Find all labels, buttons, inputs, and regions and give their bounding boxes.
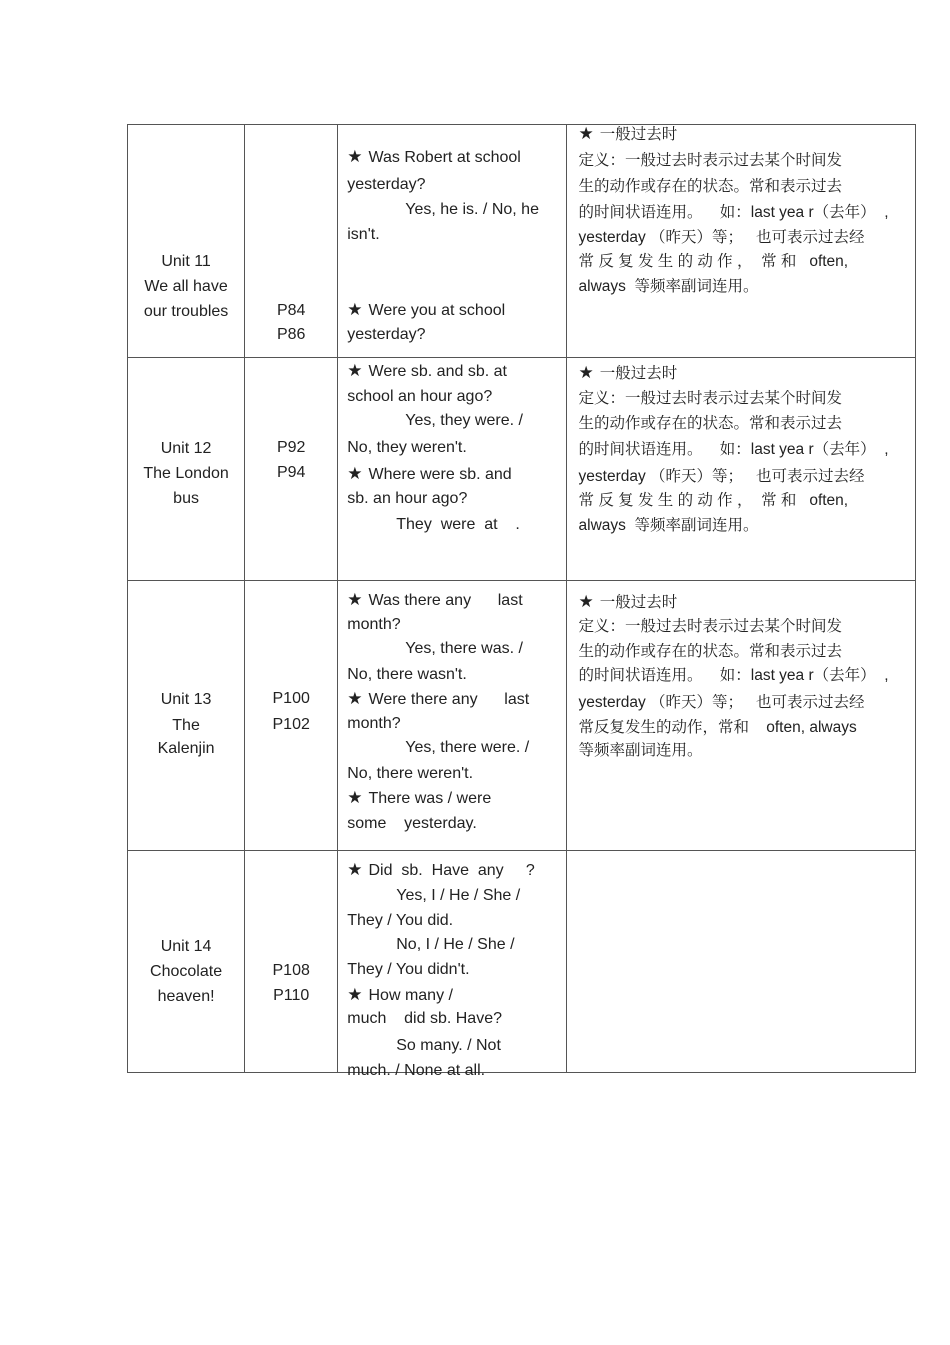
star-icon: ★ <box>578 124 594 143</box>
sentence-line: ★ Was there any last <box>347 590 523 609</box>
sentence-line: No, they weren't. <box>347 439 467 456</box>
unit-cell <box>128 358 245 581</box>
star-icon: ★ <box>347 689 363 708</box>
star-icon: ★ <box>347 300 363 319</box>
sentence-cell <box>338 125 566 358</box>
grammar-line: 生的动作或存在的状态。常和表示过去 <box>578 643 843 660</box>
grammar-title: ★ 一般过去时 <box>578 592 678 611</box>
star-icon: ★ <box>347 590 363 609</box>
unit-title-line: The London <box>143 465 229 482</box>
unit-cell <box>128 851 245 1073</box>
star-icon: ★ <box>347 985 363 1004</box>
grammar-line: yesterday （昨天）等； 也可表示过去经 <box>578 694 865 711</box>
unit-title-line: heaven! <box>157 988 215 1005</box>
grammar-line: 的时间状语连用。 如：last yea r（去年） , <box>578 441 889 458</box>
unit-number: Unit 14 <box>160 938 212 955</box>
unit-number: Unit 12 <box>160 440 212 457</box>
table-row <box>128 358 916 581</box>
sentence-line: ★ Was Robert at school <box>347 147 521 166</box>
star-icon: ★ <box>347 147 363 166</box>
sentence-line: ★ Were there any last <box>347 689 530 708</box>
grammar-line: always 等频率副词连用。 <box>578 278 759 295</box>
grammar-line: yesterday （昨天）等； 也可表示过去经 <box>578 468 865 485</box>
star-icon: ★ <box>347 860 363 879</box>
sentence-line: yesterday? <box>347 326 426 343</box>
unit-title-line: Kalenjin <box>157 740 215 757</box>
unit-number: Unit 13 <box>160 691 212 708</box>
star-icon: ★ <box>578 592 594 611</box>
grammar-line: 定义：一般过去时表示过去某个时间发 <box>578 390 843 407</box>
unit-number: Unit 11 <box>161 253 211 270</box>
grammar-line: 生的动作或存在的状态。常和表示过去 <box>578 415 843 432</box>
unit-title-line: We all have <box>144 278 228 295</box>
grammar-line: 定义：一般过去时表示过去某个时间发 <box>578 152 843 169</box>
sentence-line: ★ Where were sb. and <box>347 464 512 483</box>
page-cell <box>245 125 338 358</box>
sentence-line: Yes, I / He / She / <box>396 887 521 904</box>
unit-cell <box>128 125 245 358</box>
page-cell <box>245 358 338 581</box>
grammar-line: yesterday （昨天）等； 也可表示过去经 <box>578 229 865 246</box>
sentence-line: school an hour ago? <box>347 388 493 405</box>
star-icon: ★ <box>347 464 363 483</box>
sentence-line: Yes, he is. / No, he <box>405 201 539 218</box>
grammar-line: 常 反 复 发 生 的 动 作 ， 常 和 often, <box>578 253 849 270</box>
grammar-cell <box>566 851 915 1073</box>
page-ref: P92 <box>276 439 306 456</box>
sentence-line: ★ Did sb. Have any ? <box>347 860 535 879</box>
grammar-title: ★ 一般过去时 <box>578 363 678 382</box>
grammar-line: 常反复发生的动作，常和 often, always <box>578 719 857 736</box>
sentence-line: They were at . <box>396 516 520 533</box>
sentence-cell <box>338 581 566 851</box>
grammar-cell <box>566 358 915 581</box>
sentence-line: Yes, there was. / <box>405 640 523 657</box>
grammar-line: 等频率副词连用。 <box>578 742 703 759</box>
page-cell <box>245 581 338 851</box>
sentence-line: Yes, there were. / <box>405 739 530 756</box>
page-cell <box>245 851 338 1073</box>
sentence-line: much did sb. Have? <box>347 1010 502 1027</box>
grammar-title: ★ 一般过去时 <box>578 124 678 143</box>
sentence-line: No, there wasn't. <box>347 666 467 683</box>
sentence-line: No, I / He / She / <box>396 936 515 953</box>
table-row <box>128 851 916 1073</box>
sentence-line: They / You didn't. <box>347 961 470 978</box>
sentence-line: yesterday? <box>347 176 426 193</box>
table-row <box>128 125 916 358</box>
sentence-cell <box>338 851 566 1079</box>
page-ref: P86 <box>276 326 306 343</box>
units-table <box>127 124 916 1079</box>
unit-title-line: bus <box>173 490 199 507</box>
sentence-line: No, there weren't. <box>347 765 474 782</box>
sentence-line: month? <box>347 616 401 633</box>
grammar-line: 的时间状语连用。 如：last yea r（去年） , <box>578 667 889 684</box>
page-ref: P110 <box>273 987 310 1004</box>
sentence-line: isn't. <box>347 226 380 243</box>
grammar-line: 常 反 复 发 生 的 动 作 ， 常 和 often, <box>578 492 849 509</box>
sentence-line: They / You did. <box>347 912 454 929</box>
grammar-cell <box>566 581 915 851</box>
sentence-cell <box>338 358 566 581</box>
sentence-line: some yesterday. <box>347 815 477 832</box>
unit-title-line: The <box>172 717 200 734</box>
sentence-line: ★ Were you at school <box>347 300 506 319</box>
sentence-line: Yes, they were. / <box>405 412 523 429</box>
grammar-line: 的时间状语连用。 如：last yea r（去年） , <box>578 204 889 221</box>
unit-title-line: Chocolate <box>150 963 223 980</box>
sentence-line: sb. an hour ago? <box>347 490 468 507</box>
star-icon: ★ <box>347 788 363 807</box>
sentence-line: much. / None at all. <box>347 1062 486 1079</box>
page-ref: P108 <box>272 962 310 979</box>
sentence-line: So many. / Not <box>396 1037 501 1054</box>
unit-cell <box>128 581 245 851</box>
grammar-cell <box>566 125 915 358</box>
sentence-line: ★ There was / were <box>347 788 492 807</box>
sentence-line: ★ Were sb. and sb. at <box>347 361 507 380</box>
star-icon: ★ <box>578 363 594 382</box>
page-ref: P84 <box>276 302 306 319</box>
sentence-line: month? <box>347 715 401 732</box>
grammar-line: 定义：一般过去时表示过去某个时间发 <box>578 618 843 635</box>
sentence-line: ★ How many / <box>347 985 453 1004</box>
grammar-line: always 等频率副词连用。 <box>578 517 759 534</box>
unit-title-line: our troubles <box>143 303 229 320</box>
table-row <box>128 581 916 851</box>
page-ref: P100 <box>272 690 310 707</box>
star-icon: ★ <box>347 361 363 380</box>
page-ref: P102 <box>272 716 310 733</box>
page-ref: P94 <box>276 464 306 481</box>
grammar-line: 生的动作或存在的状态。常和表示过去 <box>578 178 843 195</box>
